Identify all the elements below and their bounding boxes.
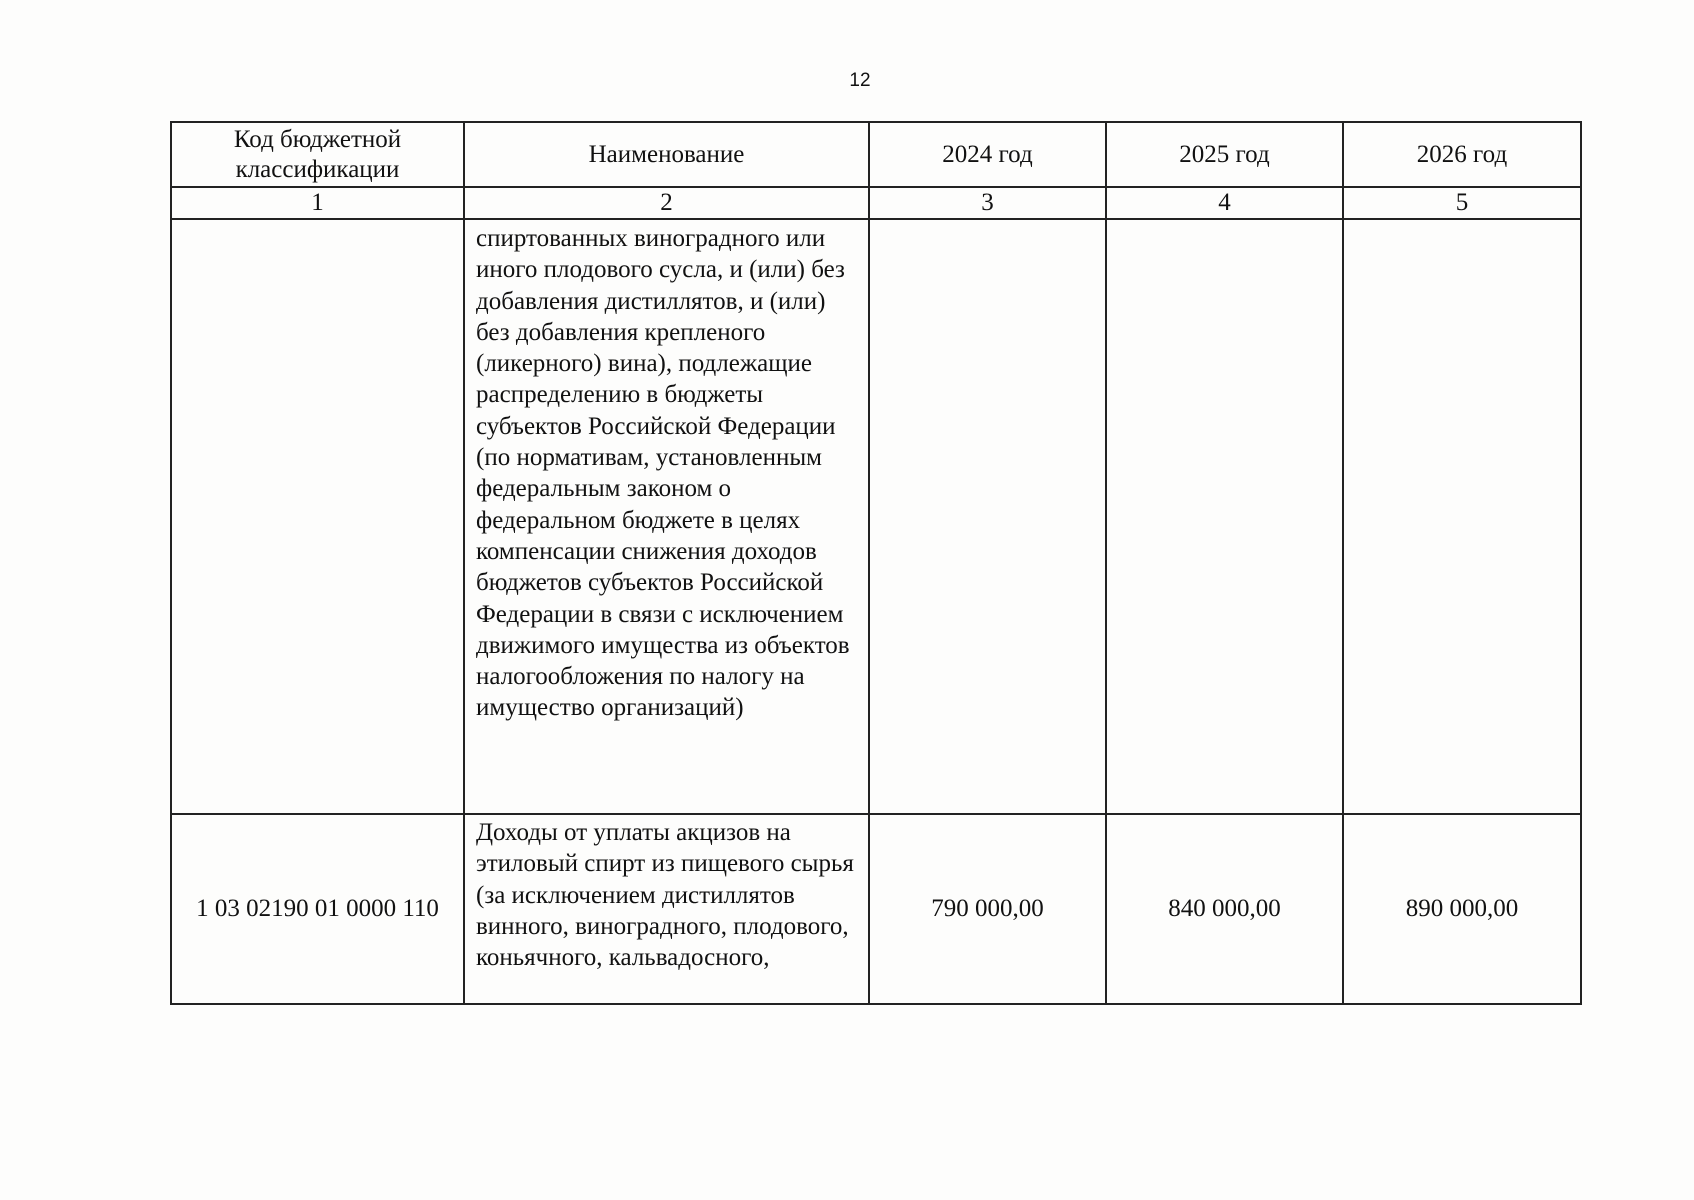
row-value-2026 — [1343, 219, 1581, 814]
header-code: Код бюджетной классификации — [171, 122, 464, 187]
row-code: 1 03 02190 01 0000 110 — [171, 814, 464, 1004]
header-2025: 2025 год — [1106, 122, 1343, 187]
column-number: 2 — [464, 187, 869, 219]
row-code — [171, 219, 464, 814]
column-number: 5 — [1343, 187, 1581, 219]
header-2024: 2024 год — [869, 122, 1106, 187]
row-value-2024 — [869, 219, 1106, 814]
row-value-2024: 790 000,00 — [869, 814, 1106, 1004]
row-value-2025 — [1106, 219, 1343, 814]
header-name: Наименование — [464, 122, 869, 187]
row-name: Доходы от уплаты акцизов на этиловый спирт из пищевого сырья (за исключением дистиллятов винного, виноградного, плодового, коньячного, кальвадосного, — [464, 814, 869, 1004]
column-number-row — [171, 187, 1581, 219]
budget-table — [170, 121, 1582, 1005]
column-number: 3 — [869, 187, 1106, 219]
table-row — [171, 219, 1581, 814]
column-number: 4 — [1106, 187, 1343, 219]
row-value-2025: 840 000,00 — [1106, 814, 1343, 1004]
row-value-2026: 890 000,00 — [1343, 814, 1581, 1004]
header-2026: 2026 год — [1343, 122, 1581, 187]
column-number: 1 — [171, 187, 464, 219]
table-row — [171, 814, 1581, 1004]
row-name: спиртованных виноградного или иного плодового сусла, и (или) без добавления дистиллятов, и (или) без добавления крепленого (ликерного) вина), подлежащие распределению в бюджеты субъектов Российской Федерации (по нормативам, установленным федеральным законом о федеральном бюджете в целях компенсации снижения доходов бюджетов субъектов Российской Федерации в связи с исключением движимого имущества из объектов налогообложения по налогу на имущество организаций) — [464, 219, 869, 814]
table-header-row — [171, 122, 1581, 187]
page-number: 12 — [849, 70, 871, 91]
